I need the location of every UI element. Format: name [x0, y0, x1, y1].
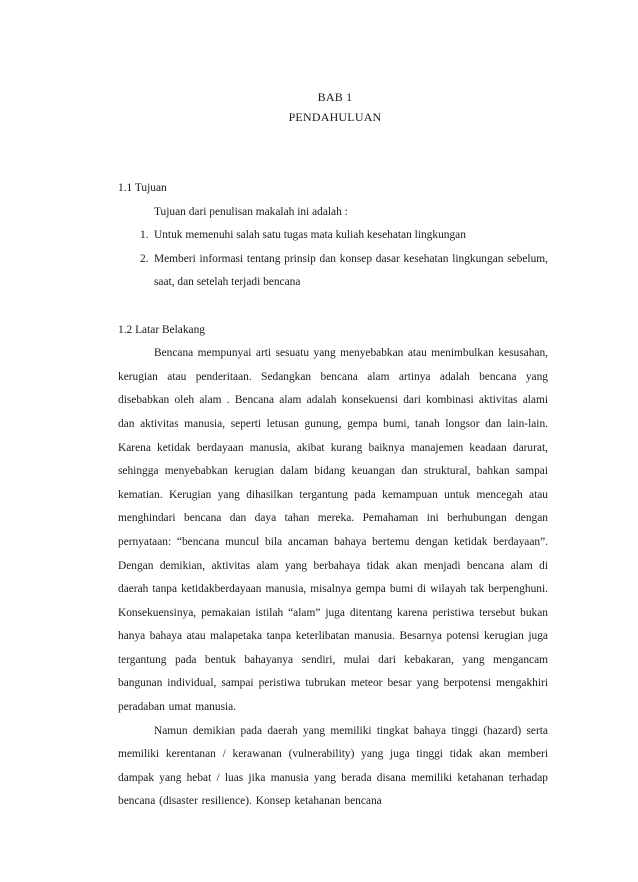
list-item-number: 1. — [140, 229, 149, 242]
objectives-list — [118, 224, 548, 295]
document-body — [118, 177, 548, 814]
list-item — [118, 248, 548, 295]
chapter-title: PENDAHULUAN — [288, 110, 382, 124]
list-item-text: Untuk memenuhi salah satu tugas mata kuliah kesehatan lingkungan — [154, 229, 466, 242]
chapter-number: BAB 1 — [317, 90, 353, 104]
section-spacer — [118, 295, 548, 319]
section-intro: Tujuan dari penulisan makalah ini adalah : — [154, 205, 348, 218]
list-item-text: Memberi informasi tentang prinsip dan konsep dasar kesehatan lingkungan sebelum, saat, dan setelah terjadi bencana — [154, 252, 548, 289]
section-heading-latar-belakang: 1.2 Latar Belakang — [118, 323, 205, 336]
list-item-number: 2. — [140, 252, 149, 265]
body-paragraph: Namun demikian pada daerah yang memiliki tingkat bahaya tinggi (hazard) serta memiliki kerentanan / kerawanan (vulnerability) yang juga tinggi tidak akan memberi dampak yang hebat / luas jika manusia yang berada disana memiliki ketahanan terhadap bencana (disaster resilience). Konsep ketahanan bencana — [118, 724, 548, 808]
list-item — [118, 224, 548, 248]
section-tujuan — [118, 177, 548, 295]
body-paragraph: Bencana mempunyai arti sesuatu yang menyebabkan atau menimbulkan kesusahan, kerugian atau penderitaan. Sedangkan bencana alam artinya adalah bencana yang disebabkan oleh alam . Bencana alam adalah konsekuensi dari kombinasi aktivitas alami dan aktivitas manusia, seperti letusan gunung, gempa bumi, tanah longsor dan lain-lain. Karena ketidak berdayaan manusia, akibat kurang baiknya manajemen keadaan darurat, sehingga menyebabkan kerugian dalam bidang keuangan dan struktural, bahkan sampai kematian. Kerugian yang dihasilkan tergantung pada kemampuan untuk mencegah atau menghindari bencana dan daya tahan mereka. Pemahaman ini berhubungan dengan pernyataan: “bencana muncul bila ancaman bahaya bertemu dengan ketidak berdayaan”. Dengan demikian, aktivitas alam yang berbahaya tidak akan menjadi bencana alam di daerah tanpa ketidakberdayaan manusia, misalnya gempa bumi di wilayah tak berpenghuni. Konsekuensinya, pemakaian istilah “alam” juga ditentang karena peristiwa tersebut bukan hanya bahaya atau malapetaka tanpa keterlibatan manusia. Besarnya potensi kerugian juga tergantung pada bentuk bahayanya sendiri, mulai dari kebakaran, yang mengancam bangunan individual, sampai peristiwa tubrukan meteor besar yang berpotensi mengakhiri peradaban umat manusia. — [118, 347, 548, 714]
section-heading-tujuan: 1.1 Tujuan — [118, 182, 167, 194]
section-latar-belakang — [118, 319, 548, 814]
